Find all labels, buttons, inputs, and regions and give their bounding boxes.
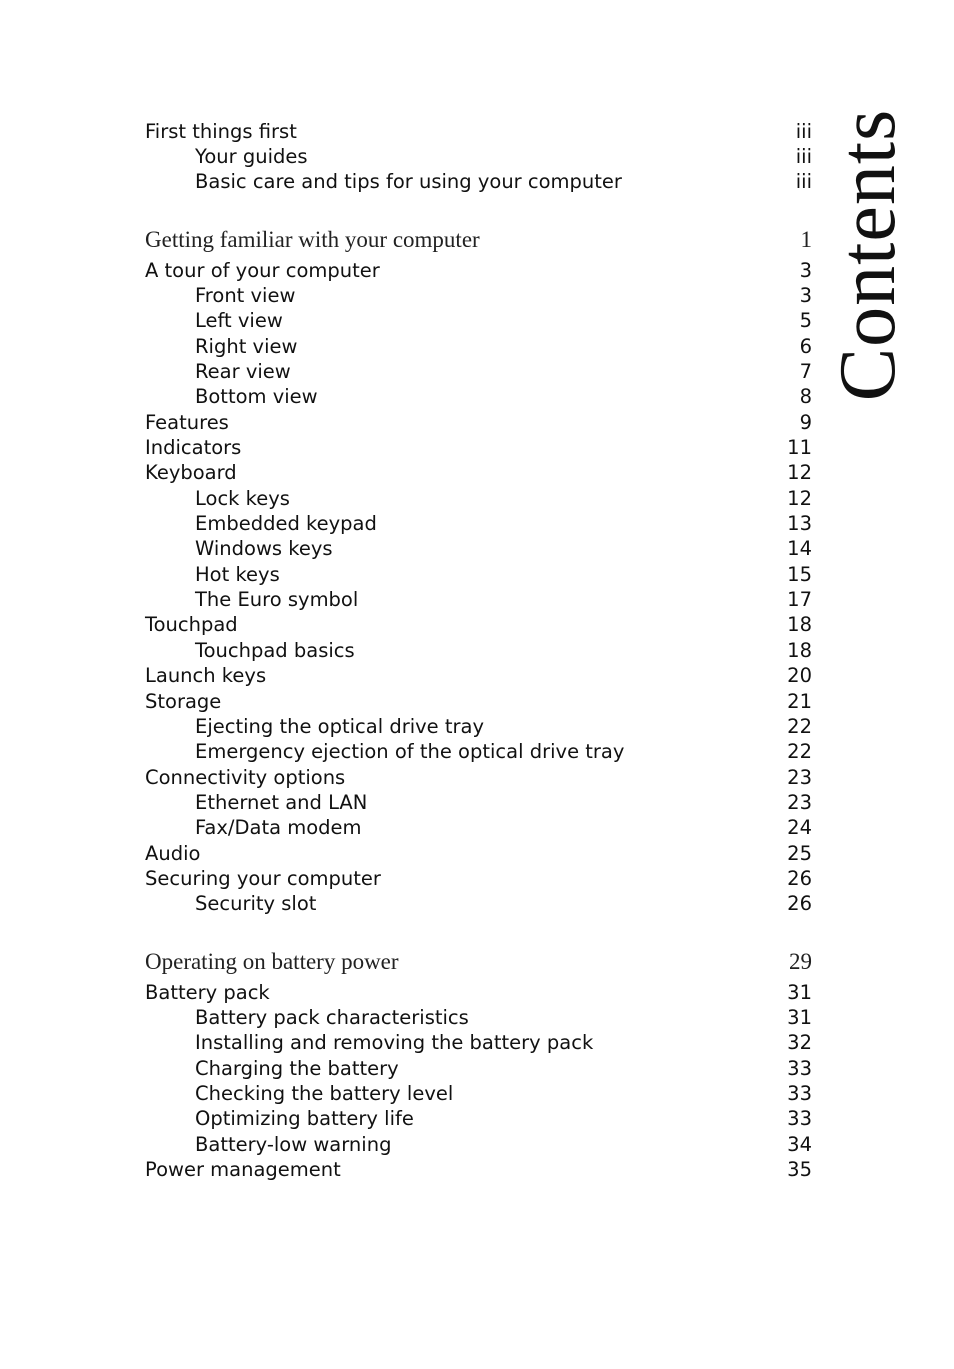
- toc-entry[interactable]: [145, 1056, 812, 1080]
- entry-page-number: 12: [787, 461, 812, 485]
- entry-page-number: 13: [787, 512, 812, 536]
- entry-page-number: 33: [787, 1082, 812, 1106]
- toc-entry[interactable]: [145, 258, 812, 282]
- toc-entry[interactable]: [145, 1132, 812, 1156]
- entry-page-number: 11: [787, 436, 812, 459]
- entry-page-number: 8: [799, 385, 812, 409]
- entry-title: Operating on battery power: [145, 949, 399, 975]
- entry-title: Installing and removing the battery pack: [195, 1031, 594, 1055]
- entry-page-number: 23: [787, 790, 812, 814]
- toc-entry[interactable]: [145, 537, 812, 561]
- entry-page-number: 25: [787, 841, 812, 865]
- toc-entry[interactable]: [145, 512, 812, 536]
- entry-title: Hot keys: [195, 562, 280, 586]
- entry-title: Right view: [195, 334, 298, 358]
- toc-entry[interactable]: [145, 1158, 812, 1182]
- entry-page-number: iii: [795, 170, 812, 194]
- entry-title: Touchpad basics: [195, 638, 355, 662]
- chapter-heading[interactable]: [145, 948, 812, 976]
- entry-page-number: 14: [787, 537, 812, 561]
- entry-page-number: 3: [799, 258, 812, 282]
- toc-entry[interactable]: [145, 410, 812, 434]
- toc-entry[interactable]: [145, 309, 812, 333]
- toc-entry[interactable]: [145, 841, 812, 865]
- entry-page-number: 26: [787, 866, 812, 890]
- toc-entry[interactable]: [145, 562, 812, 586]
- entry-title: Bottom view: [195, 385, 318, 409]
- entry-title: Ejecting the optical drive tray: [195, 714, 485, 738]
- entry-page-number: 31: [787, 980, 812, 1004]
- toc-entry[interactable]: [145, 283, 812, 307]
- entry-page-number: iii: [795, 144, 812, 168]
- toc-entry[interactable]: [145, 461, 812, 485]
- entry-title: Battery pack characteristics: [195, 1006, 469, 1029]
- entry-page-number: 15: [787, 562, 812, 586]
- toc-entry[interactable]: [145, 866, 812, 890]
- toc-entry[interactable]: [145, 385, 812, 409]
- entry-title: First things first: [145, 119, 297, 143]
- toc-entry[interactable]: [145, 664, 812, 688]
- entry-title: Windows keys: [195, 537, 333, 561]
- entry-title: Launch keys: [145, 664, 267, 688]
- toc-entry[interactable]: [145, 765, 812, 789]
- entry-page-number: 7: [799, 359, 812, 383]
- entry-title: Ethernet and LAN: [195, 790, 368, 814]
- entry-title: Connectivity options: [145, 765, 346, 789]
- chapter-heading[interactable]: [145, 226, 812, 254]
- toc-entry[interactable]: [145, 790, 812, 814]
- toc-entry[interactable]: [145, 1031, 812, 1055]
- entry-title: Checking the battery level: [195, 1082, 454, 1106]
- entry-page-number: 22: [787, 740, 812, 764]
- entry-page-number: 34: [787, 1132, 812, 1156]
- entry-page-number: 23: [787, 765, 812, 789]
- toc-entry[interactable]: [145, 486, 812, 510]
- entry-title: Security slot: [195, 892, 317, 916]
- entry-page-number: 33: [787, 1056, 812, 1080]
- toc-entry[interactable]: [145, 334, 812, 358]
- entry-title: Emergency ejection of the optical drive tray: [195, 740, 625, 764]
- toc-entry[interactable]: [145, 638, 812, 662]
- entry-title: Optimizing battery life: [195, 1107, 414, 1131]
- entry-title: Indicators: [145, 436, 242, 459]
- toc-entry[interactable]: [145, 1107, 812, 1131]
- toc-entry[interactable]: [145, 980, 812, 1004]
- entry-title: A tour of your computer: [145, 258, 380, 282]
- toc-entry[interactable]: [145, 1082, 812, 1106]
- toc-entry[interactable]: [145, 689, 812, 713]
- entry-title: Battery-low warning: [195, 1132, 392, 1156]
- entry-page-number: 20: [787, 664, 812, 688]
- toc-entry[interactable]: [145, 1006, 812, 1030]
- toc-entry[interactable]: [145, 740, 812, 764]
- toc-entry[interactable]: [145, 892, 812, 916]
- entry-title: Storage: [145, 689, 222, 713]
- entry-page-number: 5: [799, 309, 812, 333]
- entry-title: The Euro symbol: [195, 588, 359, 612]
- toc-entry[interactable]: [145, 436, 812, 460]
- entry-page-number: 33: [787, 1107, 812, 1131]
- toc-entry[interactable]: [145, 816, 812, 840]
- entry-title: Battery pack: [145, 980, 270, 1004]
- entry-page-number: 29: [789, 949, 812, 975]
- entry-title: Left view: [195, 309, 283, 333]
- entry-title: Fax/Data modem: [195, 816, 362, 840]
- entry-title: Rear view: [195, 359, 291, 383]
- entry-title: Embedded keypad: [195, 512, 377, 536]
- entry-title: Basic care and tips for using your computer: [195, 170, 622, 194]
- entry-page-number: 18: [787, 638, 812, 662]
- entry-title: Front view: [195, 283, 296, 307]
- entry-page-number: 9: [799, 410, 812, 434]
- entry-page-number: 17: [787, 588, 812, 612]
- entry-page-number: 21: [787, 689, 812, 713]
- page-title: Contents: [824, 108, 912, 402]
- entry-page-number: 35: [787, 1158, 812, 1182]
- entry-page-number: 26: [787, 892, 812, 916]
- entry-title: Keyboard: [145, 461, 237, 485]
- entry-title: Charging the battery: [195, 1056, 399, 1080]
- entry-page-number: 6: [799, 334, 812, 358]
- entry-title: Securing your computer: [145, 866, 381, 890]
- toc-entry[interactable]: [145, 588, 812, 612]
- entry-page-number: 18: [787, 613, 812, 637]
- entry-page-number: 24: [787, 816, 812, 840]
- toc-entry[interactable]: [145, 144, 812, 168]
- entry-page-number: 3: [799, 283, 812, 307]
- entry-title: Audio: [145, 841, 201, 865]
- toc-entry[interactable]: [145, 613, 812, 637]
- entry-title: Your guides: [195, 144, 308, 168]
- entry-title: Getting familiar with your computer: [145, 227, 480, 253]
- toc-entry[interactable]: [145, 714, 812, 738]
- toc-entry[interactable]: [145, 119, 812, 143]
- entry-title: Touchpad: [145, 613, 238, 637]
- entry-page-number: 31: [787, 1006, 812, 1029]
- entry-title: Power management: [145, 1158, 341, 1182]
- entry-title: Lock keys: [195, 486, 290, 510]
- entry-page-number: 1: [800, 227, 812, 253]
- entry-page-number: 12: [787, 486, 812, 510]
- toc-entry[interactable]: [145, 359, 812, 383]
- toc-entry[interactable]: [145, 170, 812, 194]
- entry-page-number: 22: [787, 714, 812, 738]
- entry-page-number: 32: [787, 1031, 812, 1055]
- entry-title: Features: [145, 410, 229, 434]
- entry-page-number: iii: [795, 119, 812, 143]
